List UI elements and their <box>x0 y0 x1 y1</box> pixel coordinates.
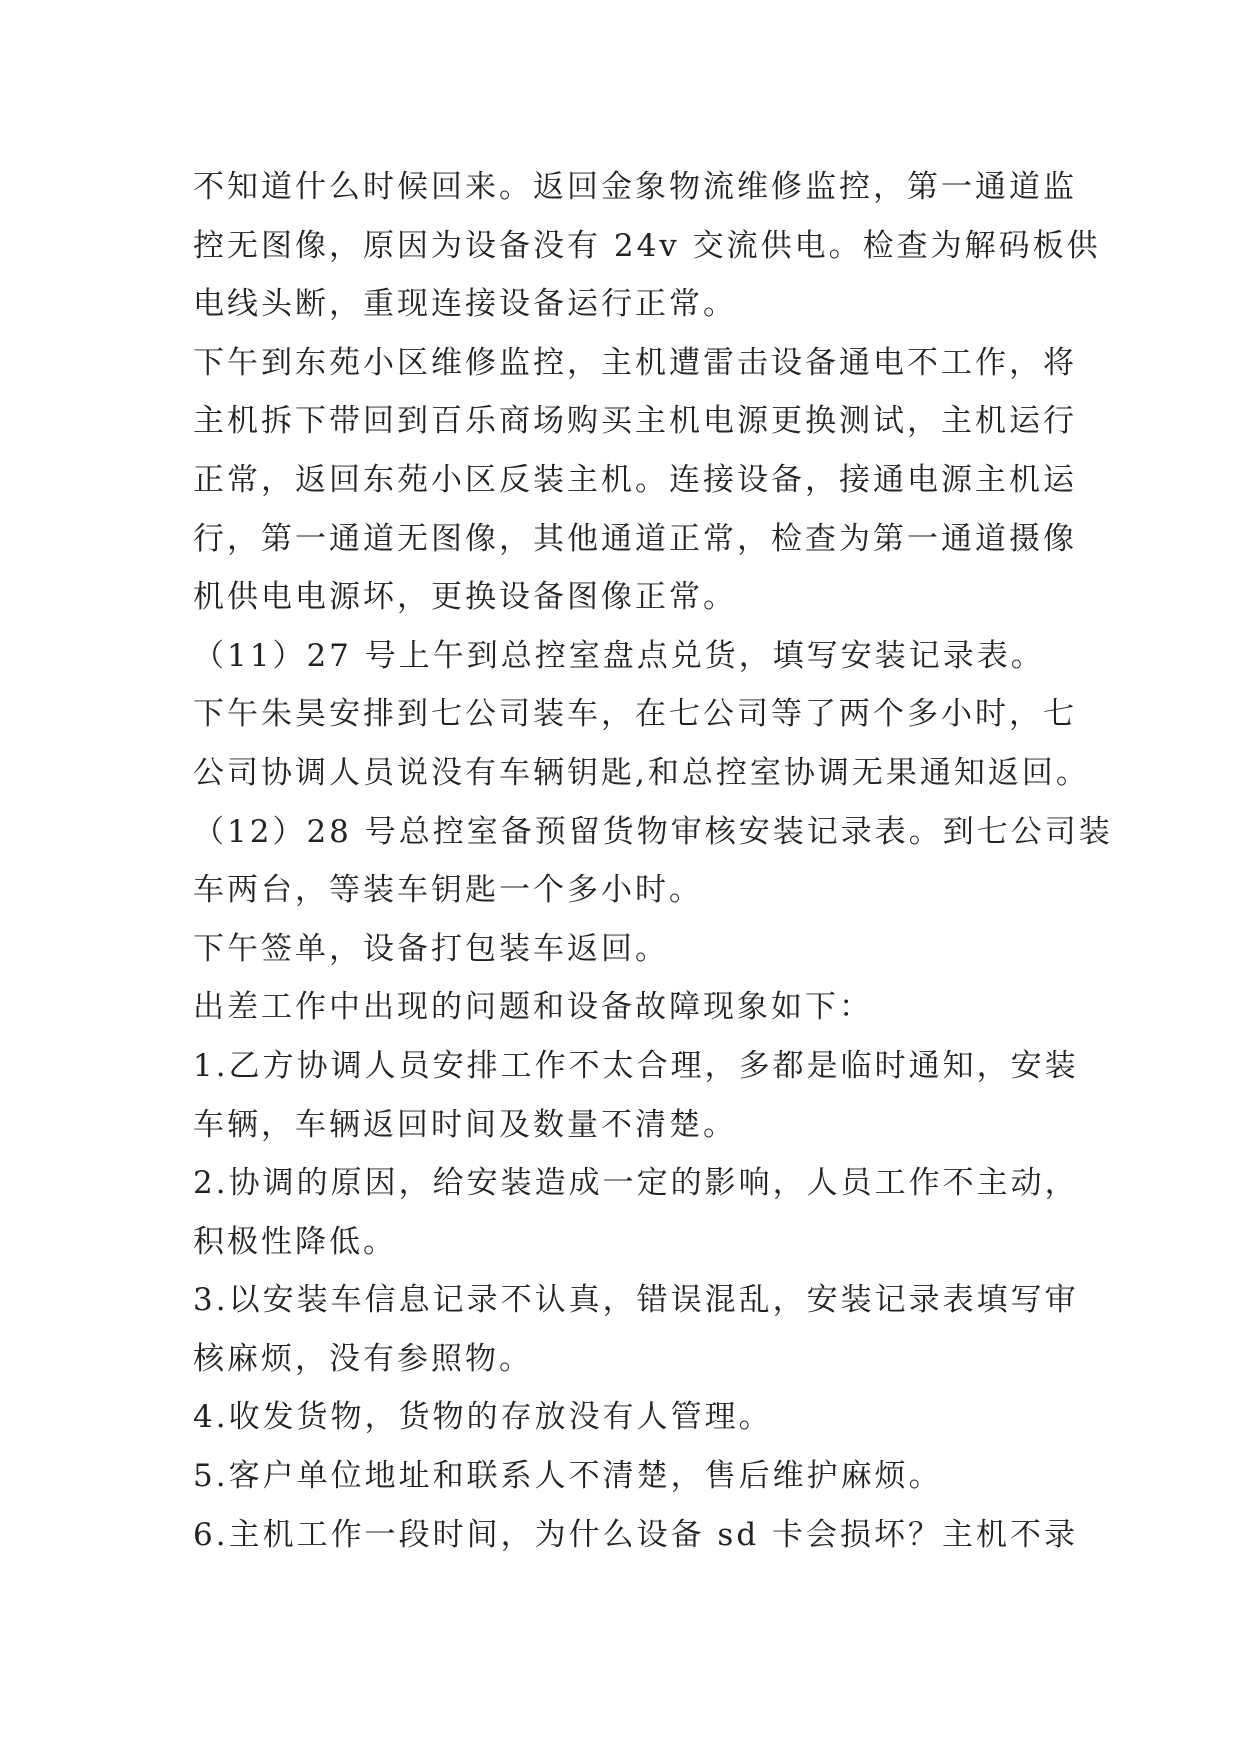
text-line: 1.乙方协调人员安排工作不太合理，多都是临时通知，安装 <box>193 1047 1079 1084</box>
text-line: 2.协调的原因，给安装造成一定的影响，人员工作不主动， <box>193 1165 1079 1202</box>
text-line: 5.客户单位地址和联系人不清楚，售后维护麻烦。 <box>193 1458 943 1495</box>
text-line: 4.收发货物，货物的存放没有人管理。 <box>193 1399 773 1436</box>
text-line: 电线头断，重现连接设备运行正常。 <box>193 286 737 323</box>
text-line: 6.主机工作一段时间，为什么设备 sd 卡会损坏？主机不录 <box>193 1516 1079 1553</box>
text-line: 车两台，等装车钥匙一个多小时。 <box>193 872 703 909</box>
text-line: 机供电电源坏，更换设备图像正常。 <box>193 579 737 616</box>
text-line: 不知道什么时候回来。返回金象物流维修监控，第一通道监 <box>193 169 1077 205</box>
text-line: 下午签单，设备打包装车返回。 <box>193 930 669 967</box>
text-line: 下午到东苑小区维修监控，主机遭雷击设备通电不工作，将 <box>193 344 1077 381</box>
text-line: 行，第一通道无图像，其他通道正常，检查为第一通道摄像 <box>193 520 1077 557</box>
text-line: 核麻烦，没有参照物。 <box>193 1340 533 1377</box>
text-line: （11）27 号上午到总控室盘点兑货，填写安装记录表。 <box>193 637 1045 674</box>
text-line: 出差工作中出现的问题和设备故障现象如下： <box>193 989 873 1026</box>
text-line: 下午朱昊安排到七公司装车，在七公司等了两个多小时，七 <box>193 696 1077 733</box>
document-body <box>193 158 1113 1564</box>
text-line: 3.以安装车信息记录不认真，错误混乱，安装记录表填写审 <box>193 1282 1079 1319</box>
text-line: 主机拆下带回到百乐商场购买主机电源更换测试，主机运行 <box>193 403 1077 440</box>
text-line: 控无图像，原因为设备没有 24v 交流供电。检查为解码板供 <box>193 227 1101 264</box>
text-line: 车辆，车辆返回时间及数量不清楚。 <box>193 1106 737 1143</box>
text-line: 公司协调人员说没有车辆钥匙,和总控室协调无果通知返回。 <box>193 754 1090 791</box>
text-line: （12）28 号总控室备预留货物审核安装记录表。到七公司装 <box>193 813 1113 850</box>
text-line: 正常，返回东苑小区反装主机。连接设备，接通电源主机运 <box>193 461 1077 498</box>
text-line: 积极性降低。 <box>193 1223 397 1260</box>
